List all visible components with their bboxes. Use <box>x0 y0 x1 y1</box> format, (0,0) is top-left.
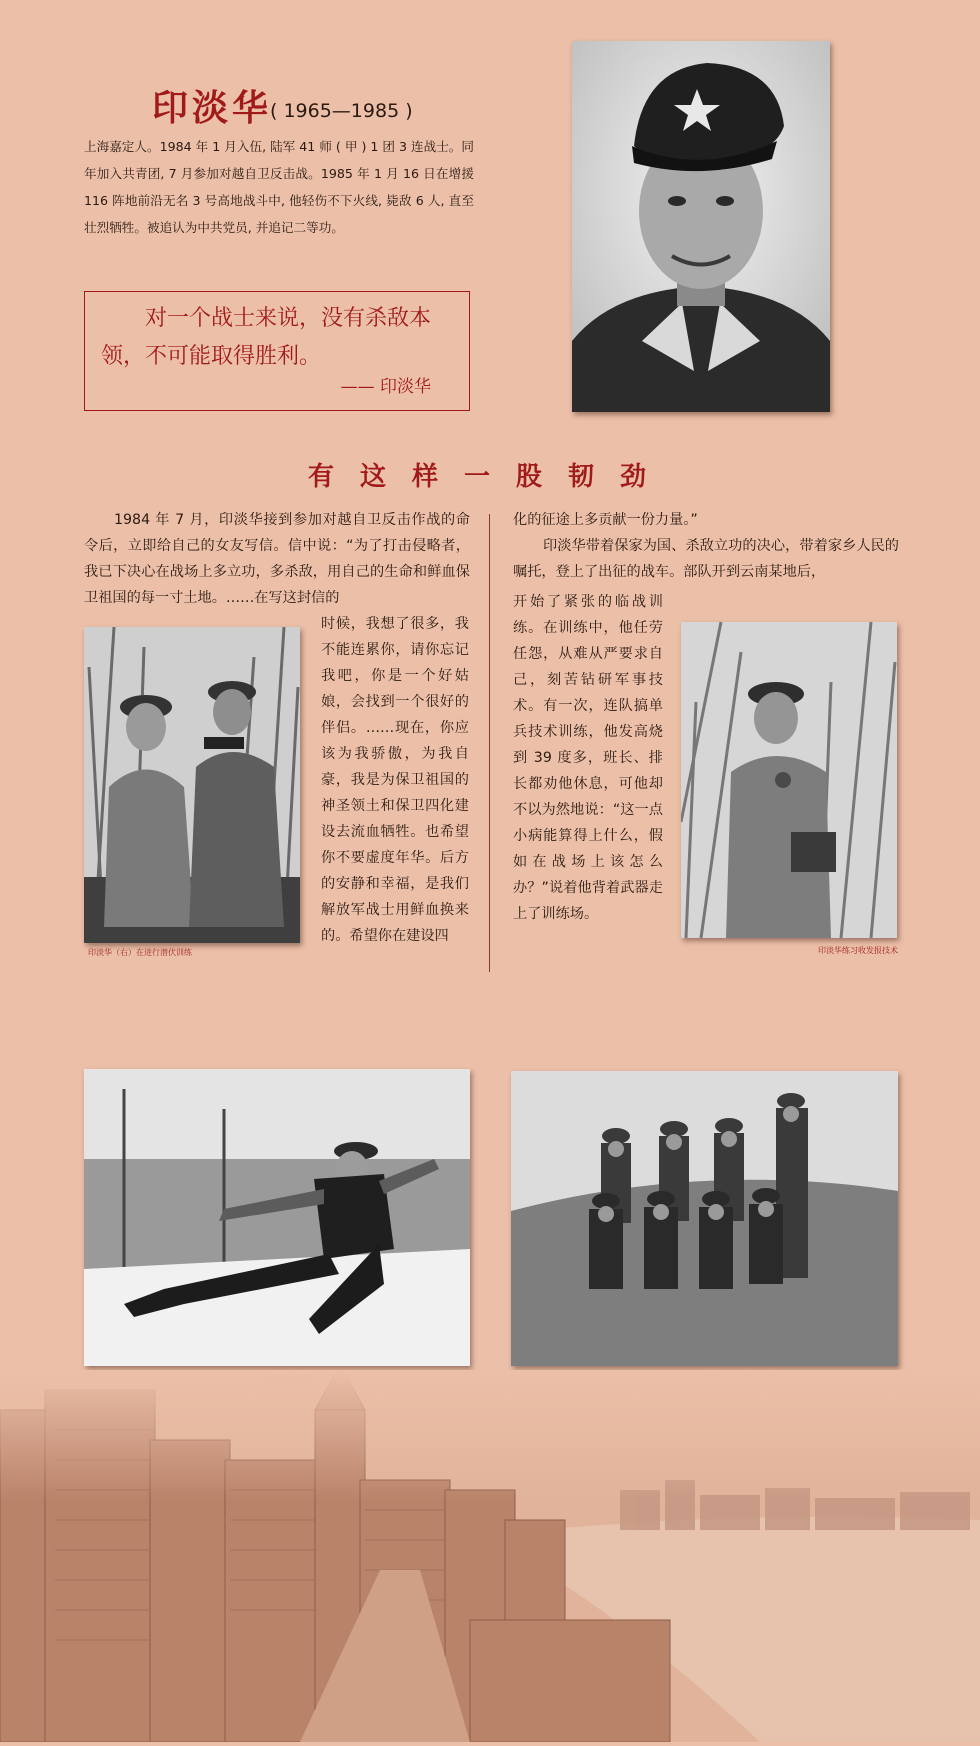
caption-radio: 印淡华练习收发报技术 <box>818 946 898 955</box>
hero-bio: 上海嘉定人。1984 年 1 月入伍, 陆军 41 师 ( 甲 ) 1 团 3 连战士。同年加入共青团, 7 月参加对越自卫反击战。1985 年 1 月 16 日在增援 116 阵地前沿无名 3 号高地战斗中, 他轻伤不下火线, 毙敌 6 人, 直至壮烈牺牲。被追认为中共党员, 并追记二等功。 <box>84 139 474 235</box>
article-right-column: 开始了紧张的临战训练。在训练中，他任劳任怨，从难从严要求自己，刻苦钻研军事技术。有一次，连队搞单兵技术训练，他发高烧到 39 度多，班长、排长都劝他休息，可他却不以为然地说：“这一点小病能算得上什么，假如在战场上该怎么办？”说着他背着武器走上了训练场。 <box>513 594 663 922</box>
quote-author: —— 印淡华 <box>340 377 431 397</box>
squad-group-photo <box>511 1071 898 1366</box>
radio-practice-photo <box>681 622 897 938</box>
section-title: 有这样一股韧劲 <box>307 462 672 492</box>
article-left-column: 时候，我想了很多，我不能连累你，请你忘记我吧，你是一个好姑娘，会找到一个很好的伴侣。……现在，你应该为我骄傲，为我自豪，我是为保卫祖国的神圣领土和保卫四化建设去流血牺牲。也希望你不要虚度年华。后方的安静和幸福，是我们解放军战士用鲜血换来的。希望你在建设四 <box>321 616 469 944</box>
article-left-top: 1984 年 7 月，印淡华接到参加对越自卫反击作战的命令后，立即给自己的女友写信。信中说：“为了打击侵略者，我已下决心在战场上多立功，多杀敌，用自己的生命和鲜血保卫祖国的每一寸土地。……在写这封信的 <box>84 512 470 606</box>
ambush-training-photo <box>84 627 300 943</box>
portrait-photo <box>572 41 830 412</box>
bund-cityscape-illustration <box>0 1370 980 1746</box>
article-right-top-1: 化的征途上多贡献一份力量。” <box>513 512 698 528</box>
caption-ambush: 印淡华（右）在进行潜伏训练 <box>88 948 192 957</box>
quote-box <box>84 291 470 411</box>
article-right-top-2: 印淡华带着保家为国、杀敌立功的决心，带着家乡人民的嘱托，登上了出征的战车。部队开到云南某地后， <box>513 538 899 580</box>
quote-text: 对一个战士来说，没有杀敌本领，不可能取得胜利。 <box>101 306 432 369</box>
hard-training-photo <box>84 1069 470 1366</box>
column-divider <box>489 514 490 972</box>
hero-years: ( 1965—1985 ) <box>270 100 413 122</box>
hero-name: 印淡华 <box>152 87 273 129</box>
